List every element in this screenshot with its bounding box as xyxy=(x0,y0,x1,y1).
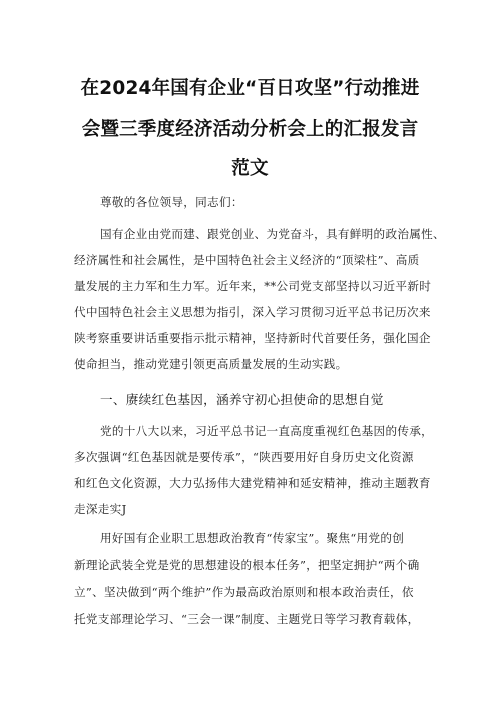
paragraph-2-line: 党的十八大以来，习近平总书记一直高度重视红色基因的传承， xyxy=(100,424,434,438)
paragraph-3-line: 立”、坚决做到“两个维护”作为最高政治原则和根本政治责任，依 xyxy=(74,585,414,599)
paragraph-1-line: 经济属性和社会属性，是中国特色社会主义经济的“顶梁柱”、高质 xyxy=(74,253,420,267)
paragraph-3-line: 托党支部理论学习、“三会一课”制度、主题党日等学习教育载体， xyxy=(74,612,420,626)
document-title-line-1: 在2024年国有企业“百日攻坚”行动推进 xyxy=(80,78,420,99)
paragraph-2-line: 多次强调“红色基因就是要传承”，“陕西要用好自身历史文化资源 xyxy=(74,450,414,464)
paragraph-1-line: 代中国特色社会主义思想为指引，深入学习贯彻习近平总书记历次来 xyxy=(74,305,431,319)
paragraph-1-line: 量发展的主力军和生力军。近年来，**公司党支部坚持以习近平新时 xyxy=(74,279,432,293)
document-title-line-3: 范文 xyxy=(231,158,269,179)
paragraph-3-line: 用好国有企业职工思想政治教育“传家宝”。聚焦“用党的创 xyxy=(100,531,405,545)
paragraph-2-line: 和红色文化资源，大力弘扬伟大建党精神和延安精神，推动主题教育 xyxy=(74,476,431,490)
document-title-line-2: 会暨三季度经济活动分析会上的汇报发言 xyxy=(81,119,419,140)
paragraph-2-line: 走深走实J xyxy=(74,502,127,516)
paragraph-1-line: 陕考察重要讲话重要指示批示精神，坚持新时代首要任务，强化国企 xyxy=(74,331,431,345)
paragraph-1-line: 使命担当，推动党建引领更高质量发展的生动实践。 xyxy=(74,357,348,371)
section-heading-1: 一、赓续红色基因，涵养守初心担使命的思想自觉 xyxy=(100,392,384,407)
paragraph-3-line: 新理论武装全党是党的思想建设的根本任务”，把坚定拥护“两个确 xyxy=(74,558,420,572)
salutation: 尊敬的各位领导，同志们： xyxy=(100,195,243,209)
paragraph-1-line: 国有企业由党而建、跟党创业、为党奋斗，具有鲜明的政治属性、 xyxy=(100,227,445,241)
